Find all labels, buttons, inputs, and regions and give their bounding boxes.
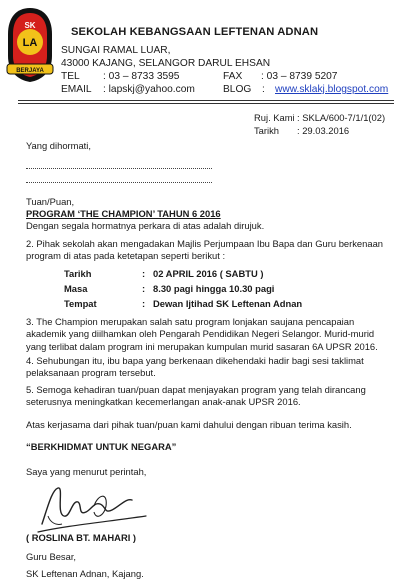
signatory-name: ( ROSLINA BT. MAHARI ) [26, 532, 137, 543]
subject-heading: PROGRAM ‘THE CHAMPION’ TAHUN 6 2016 [26, 208, 221, 219]
crest-motto-text: BERJAYA [16, 68, 44, 74]
intro-line: Dengan segala hormatnya perkara di atas adalah dirujuk. [26, 220, 265, 231]
date-label: Tarikh [254, 125, 280, 136]
blog-separator: : [262, 84, 265, 95]
detail-label-venue: Tempat [64, 298, 97, 309]
handwritten-signature [34, 476, 154, 538]
crest-mid-text: LA [22, 37, 38, 49]
motto: “BERKHIDMAT UNTUK NEGARA” [26, 441, 177, 452]
closing-line: Saya yang menurut perintah, [26, 466, 147, 477]
school-name: SEKOLAH KEBANGSAAN LEFTENAN ADNAN [71, 26, 319, 38]
para3-line-3: yang terlibat dalam program ini merupakan kumpulan murid sasaran 6A UPSR 2016. [26, 341, 378, 352]
detail-sep-time: : [142, 283, 146, 294]
blog-label: BLOG [223, 84, 252, 95]
salutation: Tuan/Puan, [26, 196, 75, 207]
para5-line-2: seterusnya meningkatkan kecemerlangan anak-anak UPSR 2016. [26, 396, 301, 407]
email-value[interactable]: : lapskj@yahoo.com [103, 84, 195, 95]
blog-link[interactable]: www.sklakj.blogspot.com [275, 84, 389, 95]
address-line-2: 43000 KAJANG, SELANGOR DARUL EHSAN [61, 58, 271, 69]
letterhead-rule-1 [18, 100, 394, 101]
thanks-line: Atas kerjasama dari pihak tuan/puan kami dahului dengan ribuan terima kasih. [26, 419, 352, 430]
para3-line-2: akademik yang diilhamkan oleh Pengarah Pendidikan Negeri Selangor. Murid-murid [26, 328, 375, 339]
email-label: EMAIL [61, 84, 92, 95]
fax-value: : 03 – 8739 5207 [261, 71, 338, 82]
fax-label: FAX [223, 71, 243, 82]
tel-label: TEL [61, 71, 80, 82]
detail-value-date: 02 APRIL 2016 ( SABTU ) [153, 268, 264, 279]
para3-line-1: 3. The Champion merupakan salah satu program lonjakan saujana pencapaian [26, 316, 355, 327]
ref-value: : SKLA/600-7/1/1(02) [297, 112, 386, 123]
detail-value-time: 8.30 pagi hingga 10.30 pagi [153, 283, 275, 294]
greeting: Yang dihormati, [26, 140, 91, 151]
detail-sep-venue: : [142, 298, 146, 309]
tel-value: : 03 – 8733 3595 [103, 71, 180, 82]
ref-label: Ruj. Kami [254, 112, 295, 123]
school-crest-logo [4, 6, 56, 88]
para5-line-1: 5. Semoga kehadiran tuan/puan dapat menjayakan program yang telah dirancang [26, 384, 366, 395]
detail-label-time: Masa [64, 283, 88, 294]
para4-line-2: pelaksanaan program tersebut. [26, 367, 156, 378]
date-value: : 29.03.2016 [297, 125, 350, 136]
crest-top-text: SK [24, 21, 36, 30]
recipient-line-1 [26, 168, 212, 169]
detail-sep-date: : [142, 268, 146, 279]
para4-line-1: 4. Sehubungan itu, ibu bapa yang berkenaan dikehendaki hadir bagi sesi taklimat [26, 355, 364, 366]
signatory-title: Guru Besar, [26, 551, 77, 562]
para2-line-2: program di atas pada ketetapan seperti berikut : [26, 250, 226, 261]
detail-label-date: Tarikh [64, 268, 92, 279]
address-line-1: SUNGAI RAMAL LUAR, [61, 45, 171, 56]
letterhead-rule-2 [18, 103, 394, 104]
recipient-line-2 [26, 182, 212, 183]
para2-line-1: 2. Pihak sekolah akan mengadakan Majlis Perjumpaan Ibu Bapa dan Guru berkenaan [26, 238, 384, 249]
detail-value-venue: Dewan Ijtihad SK Leftenan Adnan [153, 298, 303, 309]
signatory-organisation: SK Leftenan Adnan, Kajang. [26, 568, 144, 579]
